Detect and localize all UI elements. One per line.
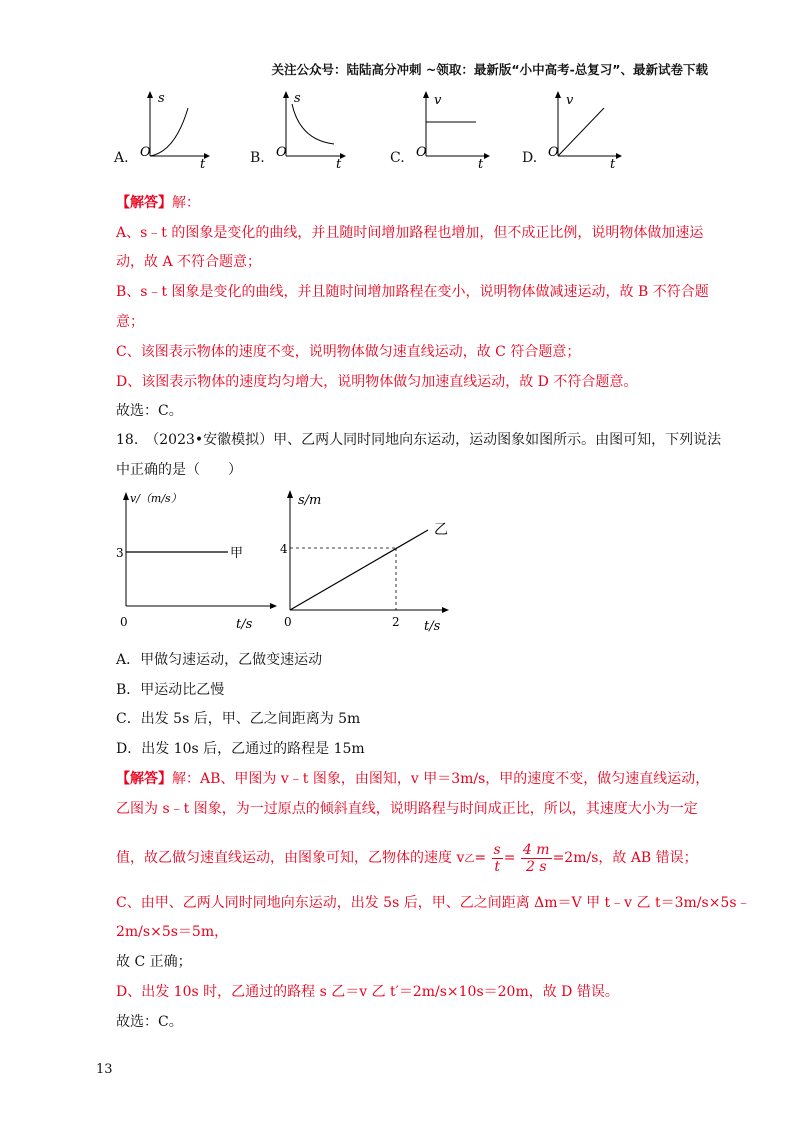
answer18-line-5: 2m/s×5s＝5m， xyxy=(116,924,229,940)
header-note: 关注公众号：陆陆高分冲刺 ~领取：最新版“小中高考-总复习”、最新试卷下载 xyxy=(271,62,708,77)
option-c-graph xyxy=(406,90,490,170)
svg-text:v: v xyxy=(434,93,442,108)
svg-text:t: t xyxy=(478,157,484,170)
option-d-graph xyxy=(538,90,622,170)
answer18-line-1: 【解答】解：AB、甲图为 v﹣t 图象，由图知，v 甲＝3m/s，甲的速度不变，做匀速直线运动， xyxy=(116,771,710,787)
option-b-graph xyxy=(266,90,346,170)
answer18-result: 故选：C。 xyxy=(116,1014,183,1030)
graph-st-ylabel: s/m xyxy=(298,493,322,508)
graph-st-origin: 0 xyxy=(284,615,292,629)
q18-stem-2: 中正确的是（ ） xyxy=(116,462,242,478)
svg-text:t: t xyxy=(610,157,616,170)
svg-text:O: O xyxy=(548,145,559,160)
option-a-yaxis: s xyxy=(158,91,165,106)
graph-vt-origin: 0 xyxy=(120,615,128,629)
graph-vt-ylabel: v/（m/s） xyxy=(130,492,182,505)
option-b-letter: B. xyxy=(250,150,265,166)
answer17-line: C、该图表示物体的速度不变，说明物体做匀速直线运动，故 C 符合题意； xyxy=(116,344,581,360)
answer18-line-2: 乙图为 s﹣t 图象，为一过原点的倾斜直线，说明路程与时间成正比，所以，其速度大小为一定 xyxy=(116,801,698,817)
answer17-line: 意； xyxy=(116,314,144,330)
graph-vt-series: 甲 xyxy=(230,546,244,561)
option-a-letter: A. xyxy=(114,150,129,166)
answer17-result: 故选：C。 xyxy=(116,403,183,419)
graph-st-xlabel: t/s xyxy=(424,619,441,634)
answer18-line-4: C、由甲、乙两人同时同地向东运动，出发 5s 后，甲、乙之间距离 Δm＝V 甲 t﹣v 乙 t＝3m/s×5s﹣ xyxy=(116,895,751,911)
option-a-origin: O xyxy=(140,145,151,160)
fraction-s-over-t: $\frac{s}{t}$ xyxy=(493,841,501,875)
q18-option-d: D．出发 10s 后，乙通过的路程是 15m xyxy=(116,741,365,757)
page-number: 13 xyxy=(96,1062,113,1077)
svg-text:O: O xyxy=(416,145,427,160)
svg-text:v: v xyxy=(566,93,574,108)
q18-option-b: B．甲运动比乙慢 xyxy=(116,682,225,698)
graph-vt xyxy=(110,488,280,638)
graph-st xyxy=(274,488,454,638)
svg-text:O: O xyxy=(276,145,287,160)
graph-vt-xlabel: t/s xyxy=(236,617,253,632)
answer18-line-3: 值，故乙做匀速直线运动，由图象可知，乙物体的速度 v乙= $\frac{s}{t}$ = $\frac{4 m}{2 s}$ =2m/s，故 AB 错误； xyxy=(116,841,698,875)
graph-vt-ytick: 3 xyxy=(116,546,124,560)
answer17-line: 动，故 A 不符合题意； xyxy=(116,254,262,270)
option-d-letter: D. xyxy=(522,150,538,166)
answer17-line: B、s﹣t 图象是变化的曲线，并且随时间增加路程在变小，说明物体做减速运动，故 B 不符合题 xyxy=(116,284,709,300)
answer17-line: D、该图表示物体的速度均匀增大，说明物体做匀加速直线运动，故 D 不符合题意。 xyxy=(116,374,638,390)
graph-st-xtick: 2 xyxy=(392,615,400,629)
graph-st-series: 乙 xyxy=(434,522,448,538)
answer17-line: A、s﹣t 的图象是变化的曲线，并且随时间增加路程也增加，但不成正比例，说明物体做加速运 xyxy=(116,225,704,241)
answer18-line-7: D、出发 10s 时，乙通过的路程 s 乙＝v 乙 t′＝2m/s×10s＝20m，故 D 错误。 xyxy=(116,984,619,1000)
svg-text:s: s xyxy=(294,91,301,106)
option-c-letter: C. xyxy=(390,150,405,166)
q18-option-c: C．出发 5s 后，甲、乙之间距离为 5m xyxy=(116,711,361,727)
fraction-4m-over-2s: $\frac{4 m}{2 s}$ xyxy=(522,841,550,875)
q18-option-a: A．甲做匀速运动，乙做变速运动 xyxy=(116,652,323,668)
svg-text:t: t xyxy=(336,157,342,170)
graph-st-ytick: 4 xyxy=(280,542,288,556)
option-a-graph xyxy=(130,90,210,170)
option-a-xaxis: t xyxy=(200,157,206,170)
answer18-line-6: 故 C 正确； xyxy=(116,954,192,970)
answer17-head: 【解答】解： xyxy=(116,195,200,211)
q18-stem-1: 18. （2023•安徽模拟）甲、乙两人同时同地向东运动，运动图象如图所示。由图可知，下列说法 xyxy=(116,432,722,448)
